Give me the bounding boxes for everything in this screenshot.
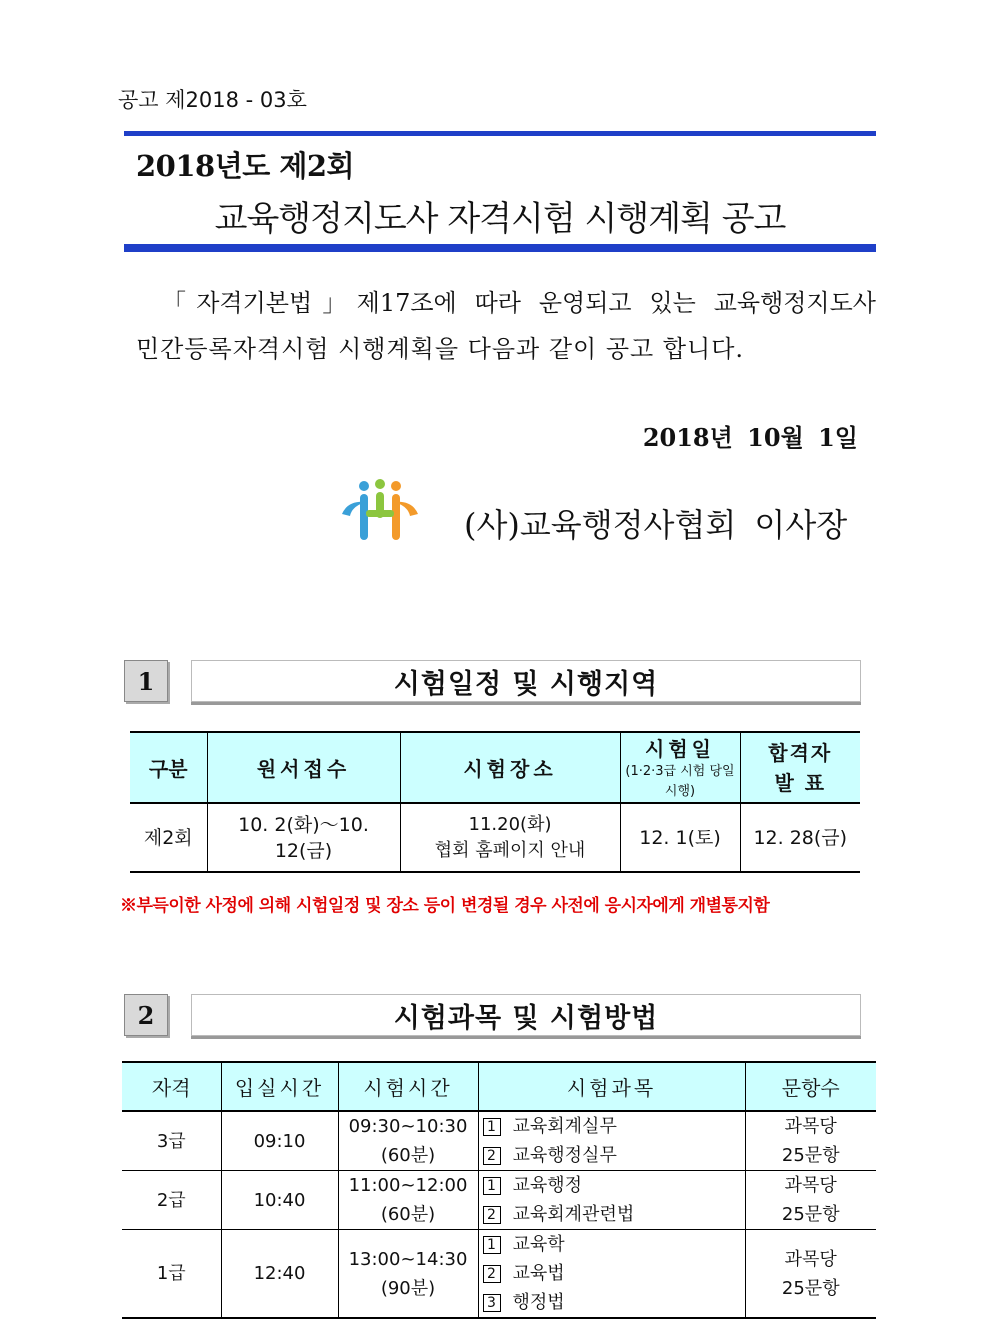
schedule-table-header [130,732,860,803]
subject-number: 2 [483,1206,501,1224]
cell-questions-line2: 25문항 [781,1204,840,1225]
subject-item [483,1171,745,1200]
intro-line1: 「자격기본법」제17조에 따라 운영되고 있는 교육행정지도사 [162,289,876,317]
cell-exam-duration: (60분) [380,1145,436,1166]
cell-exam-time-range: 09:30~10:30 [348,1116,468,1137]
subject-name: 교육행정 [512,1175,583,1196]
cell-entry-time: 10:40 [221,1171,338,1230]
cell-exam-time [338,1111,478,1171]
header-exam-date-note: (1·2·3급 시험 당일 시행) [625,764,735,799]
header-qualification: 자격 [122,1062,221,1111]
subject-number: 3 [483,1294,501,1312]
title-bottom-rule [124,244,876,252]
section2-title: 시험과목 및 시험방법 [191,994,861,1036]
header-exam-date-label: 시험일 [645,737,715,761]
schedule-table [130,731,860,873]
subject-item [483,1200,745,1229]
header-exam-date [620,732,740,803]
cell-questions-line2: 25문항 [781,1145,840,1166]
subject-name: 교육회계실무 [512,1116,617,1137]
cell-questions [745,1111,876,1171]
title-top-rule [124,131,876,136]
cell-entry-time: 12:40 [221,1230,338,1319]
subject-number: 2 [483,1265,501,1283]
cell-qualification: 3급 [122,1111,221,1171]
cell-subjects [478,1171,745,1230]
cell-division: 제2회 [143,826,193,849]
cell-subjects [478,1111,745,1171]
section2-number: 2 [124,994,168,1036]
cell-exam-time-range: 13:00~14:30 [348,1248,468,1270]
subject-number: 2 [483,1147,501,1165]
subject-number: 1 [483,1177,501,1195]
header-division: 구분 [130,732,207,803]
table-row [122,1230,876,1319]
cell-venue [400,803,620,872]
section1-number: 1 [124,660,168,702]
cell-entry-time: 09:10 [221,1111,338,1171]
cell-exam-time-range: 11:00~12:00 [348,1175,468,1196]
notice-number: 공고 제2018 - 03호 [118,88,307,112]
subject-name: 교육회계관련법 [512,1204,635,1225]
subject-number: 1 [483,1118,501,1136]
intro-line2: 민간등록자격시험 시행계획을 다음과 같이 공고 합니다. [136,335,745,363]
organization-name: (사)교육행정사협회 이사장 [464,506,848,544]
subjects-table-header [122,1062,876,1111]
cell-questions [745,1230,876,1319]
cell-questions-line1: 과목당 [784,1248,837,1270]
cell-venue-line2: 협회 홈페이지 안내 [434,839,586,861]
cell-application [207,803,400,872]
header-result-line2: 발 표 [774,770,827,795]
subject-name: 행정법 [512,1292,565,1313]
schedule-change-warning: ※부득이한 사정에 의해 시험일정 및 장소 등이 변경될 경우 사전에 응시자에게 개별통지함 [120,896,770,916]
cell-qualification: 2급 [122,1171,221,1230]
cell-exam-time [338,1171,478,1230]
cell-result: 12. 28(금) [740,803,860,872]
subject-item [483,1141,745,1170]
cell-venue-line1: 11.20(화) [468,813,552,835]
table-row [122,1171,876,1230]
table-row [122,1111,876,1171]
subject-item [483,1288,745,1317]
header-questions: 문항수 [745,1062,876,1111]
subject-item [483,1259,745,1288]
cell-questions-line1: 과목당 [784,1175,837,1196]
cell-exam-date: 12. 1(토) [620,803,740,872]
header-subjects: 시험과목 [478,1062,745,1111]
header-exam-time: 시험시간 [338,1062,478,1111]
subject-name: 교육학 [512,1234,565,1255]
cell-exam-duration: (90분) [380,1277,436,1299]
cell-application-line2: 12(금) [274,839,333,862]
table-row [130,803,860,872]
subject-name: 교육법 [512,1263,565,1284]
cell-subjects [478,1230,745,1319]
header-entry-time: 입실시간 [221,1062,338,1111]
cell-exam-time [338,1230,478,1319]
section1-title: 시험일정 및 시행지역 [191,660,861,702]
subjects-table [122,1061,876,1319]
cell-application-line1: 10. 2(화)～10. [238,813,369,836]
notice-date: 2018년 10월 1일 [642,423,858,452]
association-logo-icon [340,478,420,546]
header-venue: 시험장소 [400,732,620,803]
cell-questions [745,1171,876,1230]
header-result [740,732,860,803]
document-title: 교육행정지도사 자격시험 시행계획 공고 [214,199,786,239]
title-line1: 2018년도 제2회 [136,149,355,183]
cell-qualification: 1급 [156,1263,186,1284]
subject-number: 1 [483,1236,501,1254]
subject-item [483,1112,745,1141]
header-result-line1: 합격자 [768,740,833,765]
header-application: 원서접수 [207,732,400,803]
cell-questions-line1: 과목당 [784,1116,837,1137]
cell-exam-duration: (60분) [380,1204,436,1225]
subject-name: 교육행정실무 [512,1145,617,1166]
cell-questions-line2: 25문항 [781,1277,840,1299]
subject-item [483,1230,745,1259]
